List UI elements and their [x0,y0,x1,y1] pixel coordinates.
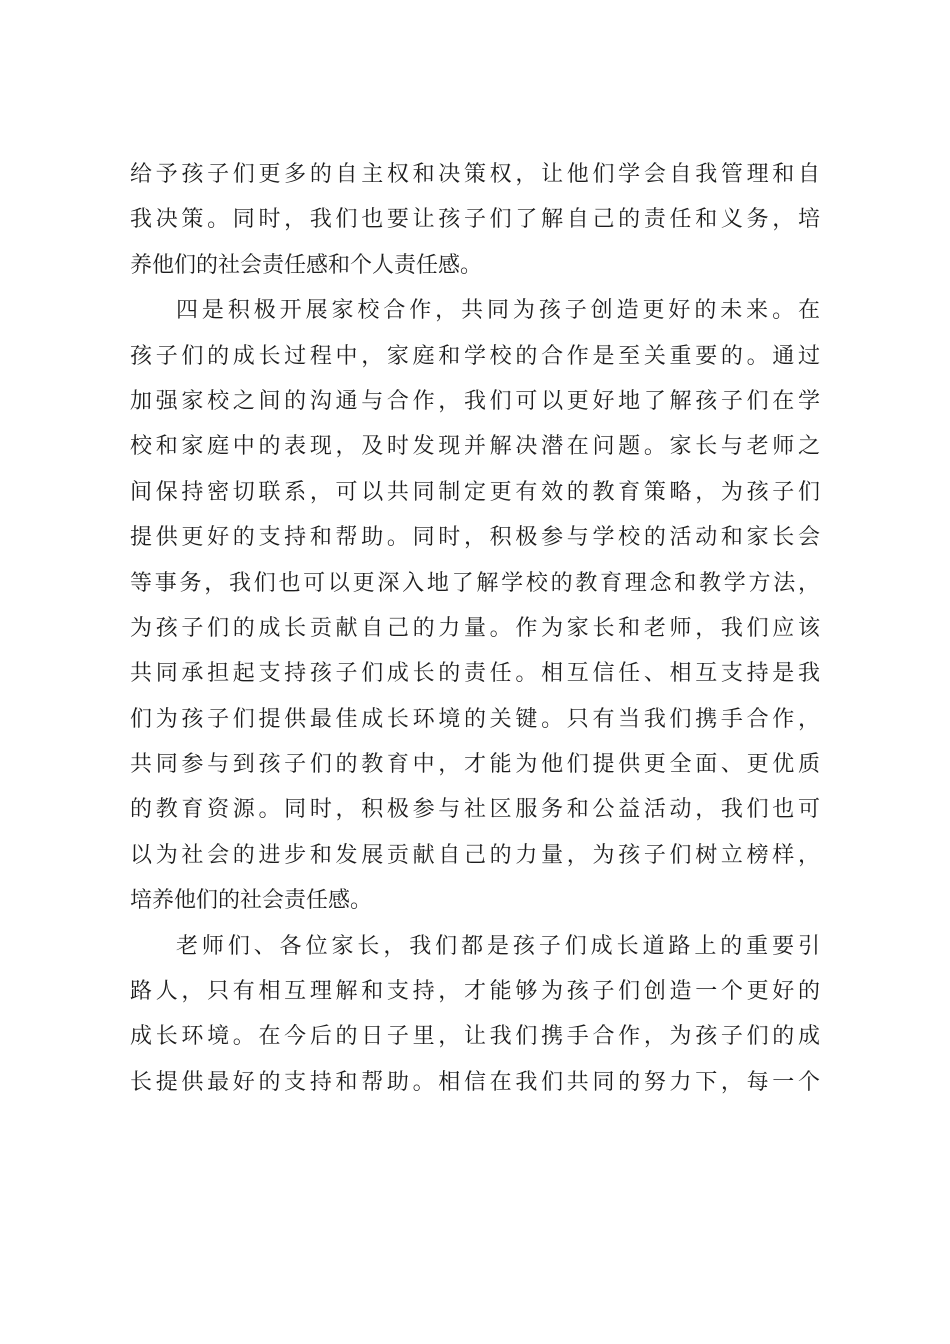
paragraph-first-line: 老师们、各位家长，我们都是孩子们成长道路上的重要引 [176,933,820,959]
text-line: 培养他们的社会责任感。 [130,888,373,914]
text-line: 成长环境。在今后的日子里，让我们携手合作，为孩子们的成 [130,1024,820,1050]
text-line: 提供更好的支持和帮助。同时，积极参与学校的活动和家长会 [130,525,820,551]
text-line: 长提供最好的支持和帮助。相信在我们共同的努力下，每一个 [130,1069,820,1095]
text-line: 路人，只有相互理解和支持，才能够为孩子们创造一个更好的 [130,979,820,1005]
text-line: 我决策。同时，我们也要让孩子们了解自己的责任和义务，培 [130,207,820,233]
text-line: 共同参与到孩子们的教育中，才能为他们提供更全面、更优质 [130,752,820,778]
text-line: 共同承担起支持孩子们成长的责任。相互信任、相互支持是我 [130,661,820,687]
text-line: 给予孩子们更多的自主权和决策权，让他们学会自我管理和自 [130,162,820,187]
text-line: 以为社会的进步和发展贡献自己的力量，为孩子们树立榜样， [130,842,820,868]
text-line: 养他们的社会责任感和个人责任感。 [130,252,483,278]
paragraph-first-line: 四是积极开展家校合作，共同为孩子创造更好的未来。在 [176,298,820,324]
document-body [130,152,820,1105]
text-line: 为孩子们的成长贡献自己的力量。作为家长和老师，我们应该 [130,615,820,641]
text-line: 们为孩子们提供最佳成长环境的关键。只有当我们携手合作， [130,706,820,732]
text-line: 间保持密切联系，可以共同制定更有效的教育策略，为孩子们 [130,479,820,505]
text-line: 孩子们的成长过程中，家庭和学校的合作是至关重要的。通过 [130,343,820,369]
text-line: 校和家庭中的表现，及时发现并解决潜在问题。家长与老师之 [130,434,820,460]
text-line: 的教育资源。同时，积极参与社区服务和公益活动，我们也可 [130,797,820,823]
text-line: 加强家校之间的沟通与合作，我们可以更好地了解孩子们在学 [130,388,820,414]
text-line: 等事务，我们也可以更深入地了解学校的教育理念和教学方法， [130,570,820,596]
